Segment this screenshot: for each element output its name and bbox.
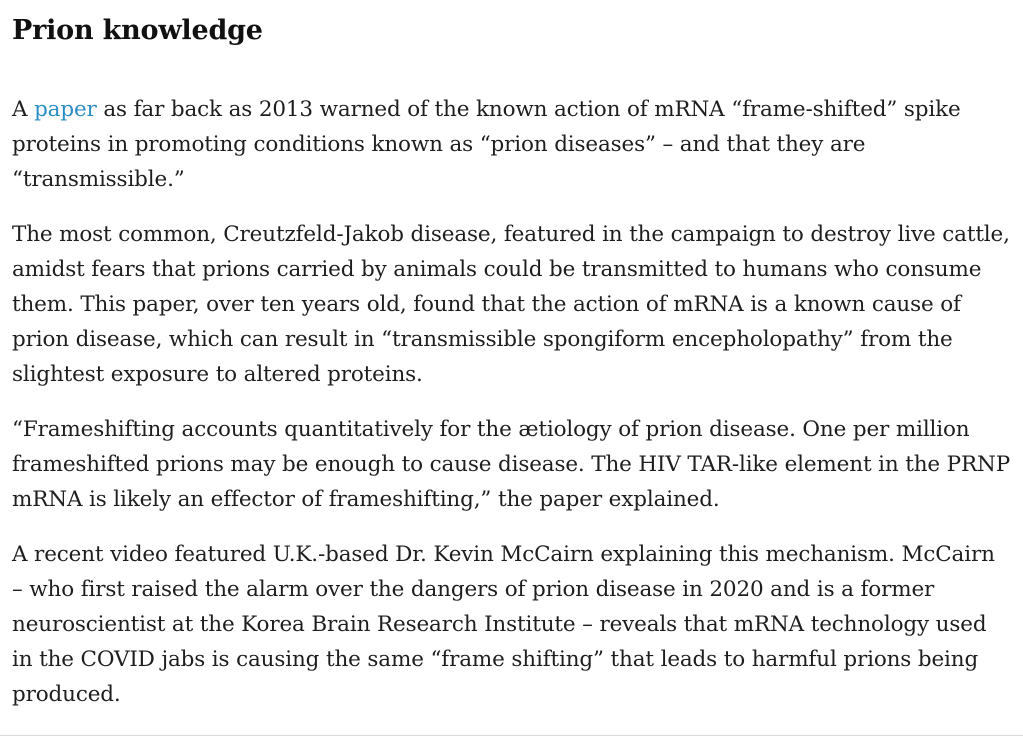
- paragraph-intro-lead: A: [12, 97, 35, 122]
- paragraph-mccairn: A recent video featured U.K.-based Dr. Kevin McCairn explaining this mechanism. McCairn – who first raised the alarm over the dangers of prion disease in 2020 and is a former neuroscientist at the Korea Brain Research Institute – reveals that mRNA technology used in the COVID jabs is causing the same “frame shifting” that leads to harmful prions being produced.: [12, 542, 995, 707]
- section-heading: Prion knowledge: [12, 15, 263, 46]
- paragraph-quote: “Frameshifting accounts quantitatively for the ætiology of prion disease. One per million frameshifted prions may be enough to cause disease. The HIV TAR-like element in the PRNP mRNA is likely an effector of frameshifting,” the paper explained.: [12, 417, 1011, 512]
- article-body: [12, 0, 1012, 712]
- paragraph-intro-rest: as far back as 2013 warned of the known action of mRNA “frame-shifted” spike proteins in promoting conditions known as “prion diseases” – and that they are “transmissible.”: [12, 97, 961, 192]
- paragraph-intro: [12, 92, 1012, 197]
- paper-link[interactable]: paper: [34, 97, 97, 122]
- paragraph-creutzfeld-jakob: The most common, Creutzfeld-Jakob disease, featured in the campaign to destroy live cattle, amidst fears that prions carried by animals could be transmitted to humans who consume them. This paper, over ten years old, found that the action of mRNA is a known cause of prion disease, which can result in “transmissible spongiform encepholopathy” from the slightest exposure to altered proteins.: [12, 222, 1010, 387]
